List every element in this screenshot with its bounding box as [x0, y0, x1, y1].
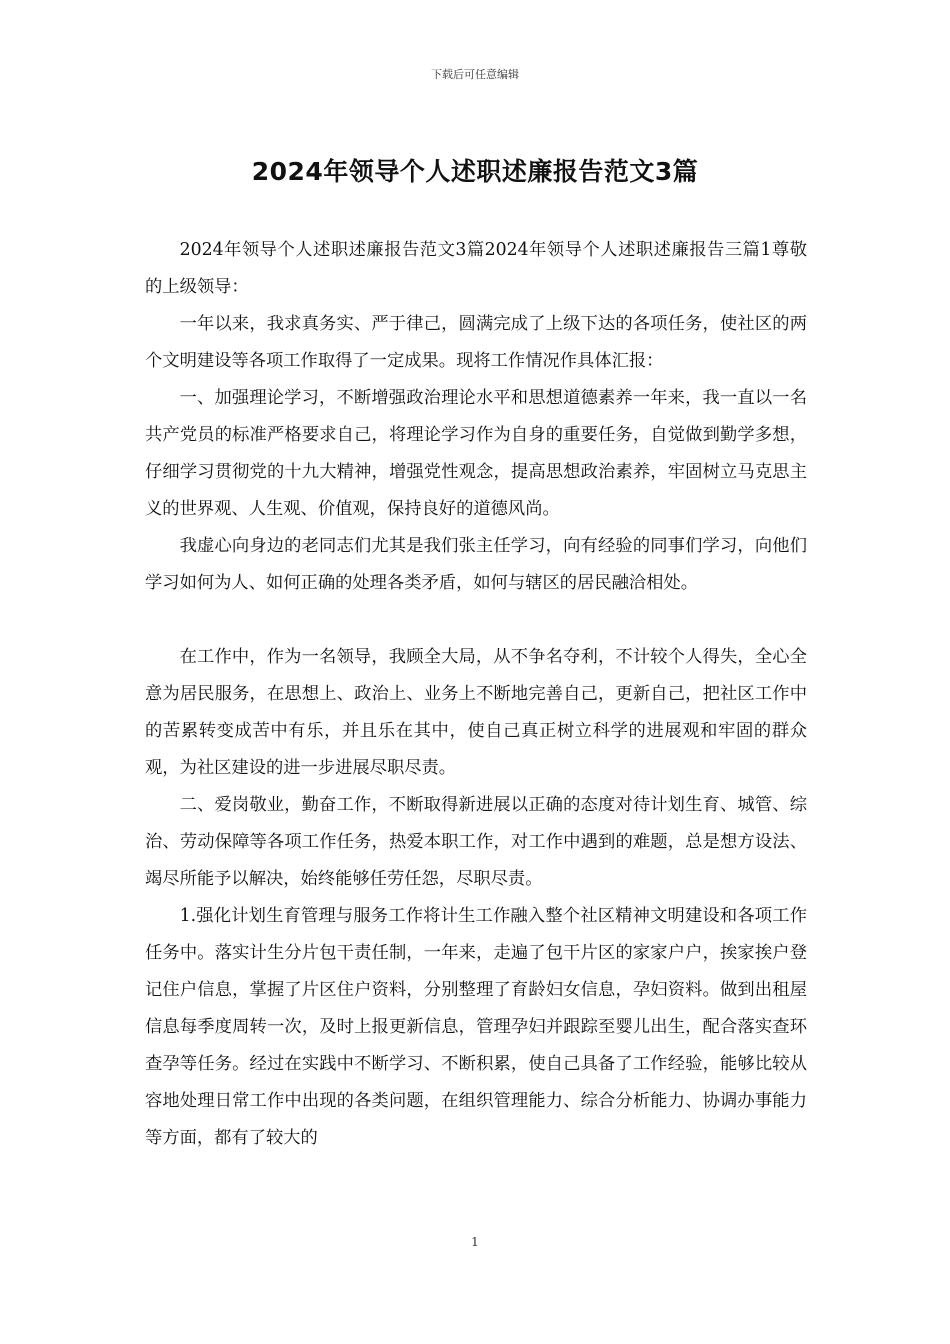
paragraph-work-attitude: 在工作中，作为一名领导，我顾全大局，从不争名夺利，不计较个人得失，全心全意为居民服务，在思想上、政治上、业务上不断地完善自己，更新自己，把社区工作中的苦累转变成苦中有乐，并且乐在其中，使自己真正树立科学的进展观和牢固的群众观，为社区建设的进一步进展尽职尽责。 — [145, 647, 807, 778]
header-note: 下载后可任意编辑 — [431, 68, 519, 81]
paragraph-dedication: 二、爱岗敬业，勤奋工作，不断取得新进展以正确的态度对待计划生育、城管、综治、劳动保障等各项工作任务，热爱本职工作，对工作中遇到的难题，总是想方设法、竭尽所能予以解决，始终能够任劳任怨，尽职尽责。 — [145, 795, 807, 889]
paragraph-intro: 2024年领导个人述职述廉报告范文3篇2024年领导个人述职述廉报告三篇1尊敬的上级领导： — [145, 240, 807, 297]
paragraph-gap — [145, 602, 807, 639]
paragraph-summary: 一年以来，我求真务实、严于律己，圆满完成了上级下达的各项任务，使社区的两个文明建设等各项工作取得了一定成果。现将工作情况作具体汇报： — [145, 314, 807, 371]
paragraph-theory-study: 一、加强理论学习，不断增强政治理论水平和思想道德素养一年来，我一直以一名共产党员的标准严格要求自己，将理论学习作为自身的重要任务，自觉做到勤学多想，仔细学习贯彻党的十九大精神，增强党性观念，提高思想政治素养，牢固树立马克思主义的世界观、人生观、价值观，保持良好的道德风尚。 — [145, 388, 807, 519]
page-number: 1 — [471, 1235, 479, 1249]
document-title: 2024年领导个人述职述廉报告范文3篇 — [251, 157, 699, 186]
paragraph-family-planning: 1.强化计划生育管理与服务工作将计生工作融入整个社区精神文明建设和各项工作任务中。落实计生分片包干责任制，一年来，走遍了包干片区的家家户户，挨家挨户登记住户信息，掌握了片区住户资料，分别整理了育龄妇女信息，孕妇资料。做到出租屋信息每季度周转一次，及时上报更新信息，管理孕妇并跟踪至婴儿出生，配合落实查环查孕等任务。经过在实践中不断学习、不断积累，使自己具备了工作经验，能够比较从容地处理日常工作中出现的各类问题，在组织管理能力、综合分析能力、协调办事能力等方面，都有了较大的 — [145, 906, 807, 1148]
paragraph-learning: 我虚心向身边的老同志们尤其是我们张主任学习，向有经验的同事们学习，向他们学习如何为人、如何正确的处理各类矛盾，如何与辖区的居民融洽相处。 — [145, 536, 807, 593]
document-body — [145, 232, 807, 1157]
